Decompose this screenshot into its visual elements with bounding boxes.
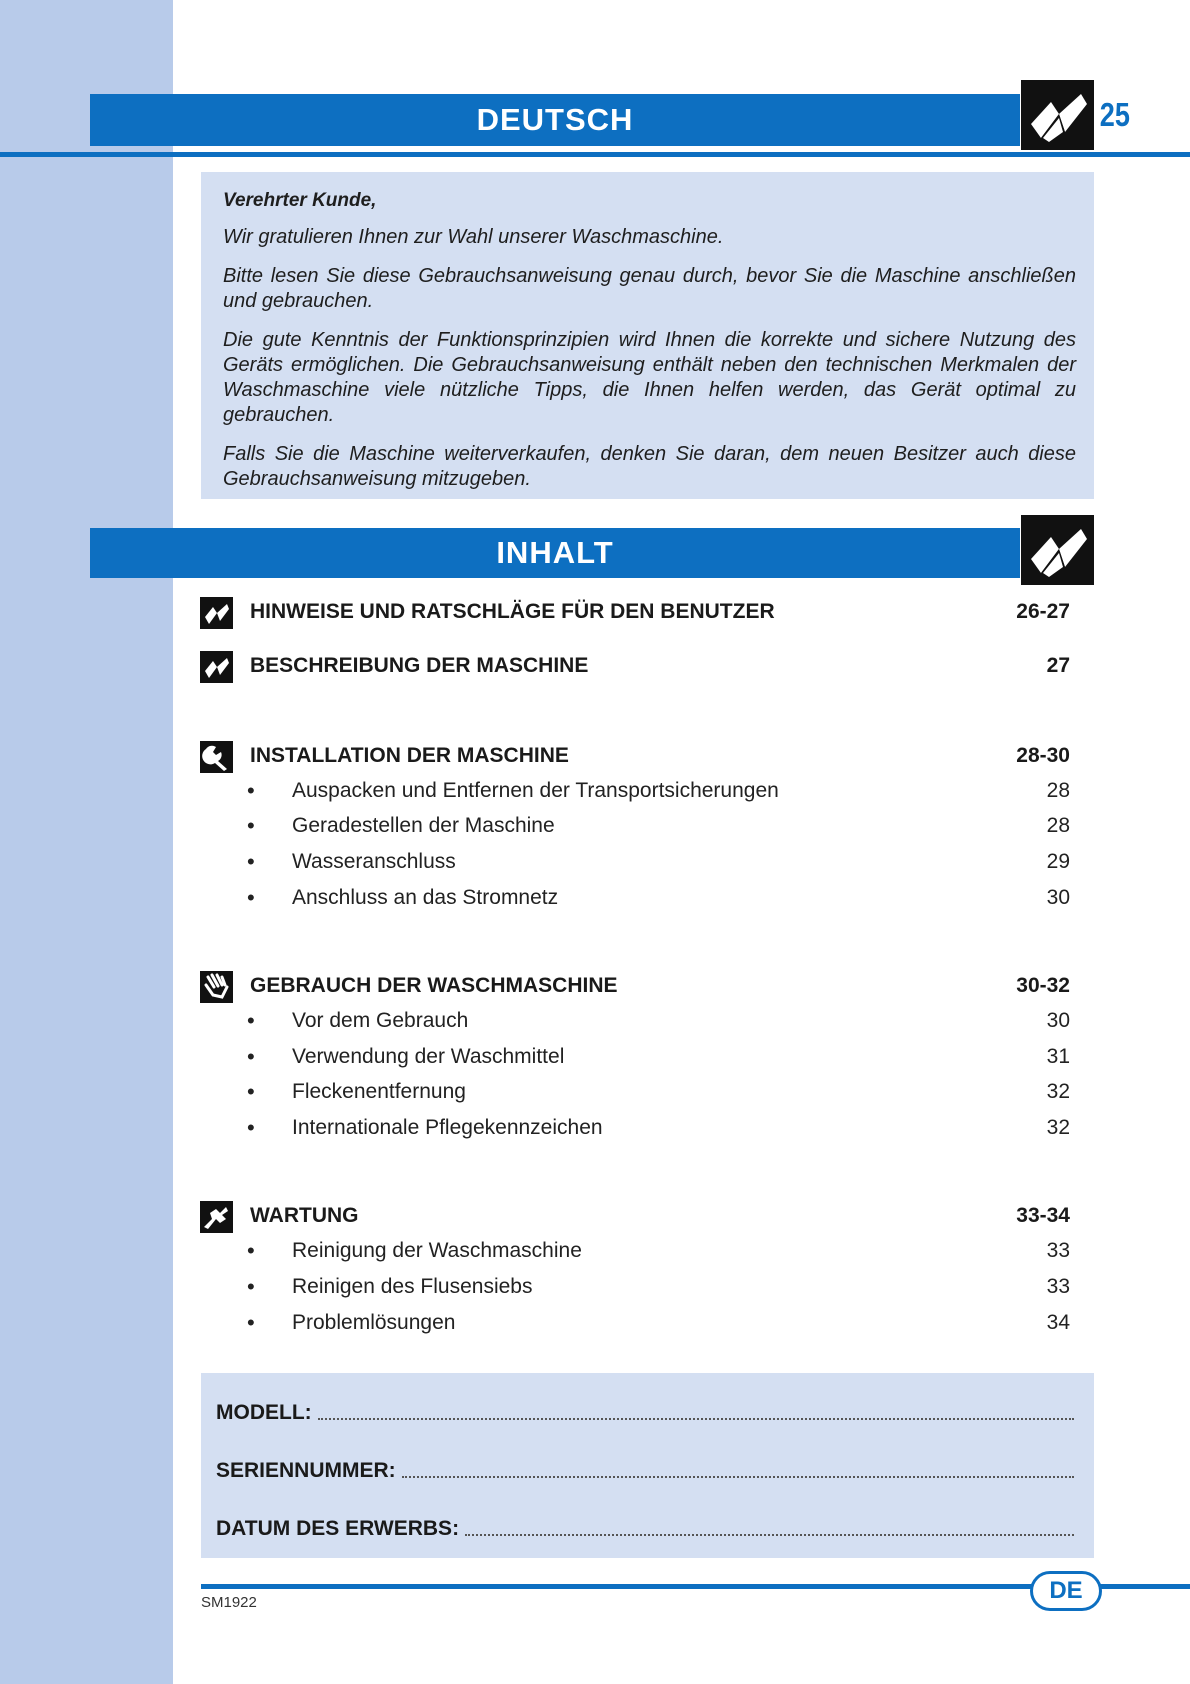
toc-item[interactable] [247, 1111, 1070, 1145]
toc-item-label: Wasseranschluss [292, 850, 456, 873]
bullet: • [247, 849, 255, 874]
bullet: • [247, 1079, 255, 1104]
model-label: MODELL: [216, 1401, 312, 1424]
toc-item[interactable] [247, 881, 1070, 915]
maintenance-icon [200, 1201, 233, 1233]
intro-panel [201, 172, 1094, 499]
language-badge: DE [1030, 1571, 1102, 1611]
book-icon [1021, 515, 1094, 585]
page-number: 25 [1099, 96, 1130, 133]
toc-section-pages: 30-32 [1016, 974, 1070, 997]
toc-item-page: 32 [1046, 1116, 1070, 1139]
bullet: • [247, 1115, 255, 1140]
intro-paragraph: Falls Sie die Maschine weiterverkaufen, denken Sie daran, dem neuen Besitzer auch diese Gebrauchsanweisung mitzugeben. [223, 443, 1076, 490]
toc-item-label: Reinigen des Flusensiebs [292, 1275, 533, 1298]
toc-item-page: 30 [1046, 1009, 1070, 1032]
toc-section[interactable] [200, 1199, 1070, 1233]
toc-section[interactable] [200, 739, 1070, 773]
toc-item-label: Fleckenentfernung [292, 1080, 466, 1103]
toc-section-label: HINWEISE UND RATSCHLÄGE FÜR DEN BENUTZER [250, 600, 775, 623]
bullet: • [247, 1310, 255, 1335]
bullet: • [247, 1044, 255, 1069]
serial-number-label: SERIENNUMMER: [216, 1459, 396, 1482]
toc-item-label: Geradestellen der Maschine [292, 814, 555, 837]
bullet: • [247, 813, 255, 838]
toc-item-page: 29 [1046, 850, 1070, 873]
contents-banner [90, 528, 1020, 578]
toc-item-page: 28 [1046, 814, 1070, 837]
toc-item-label: Verwendung der Waschmittel [292, 1045, 565, 1068]
bullet: • [247, 885, 255, 910]
toc-item-label: Reinigung der Waschmaschine [292, 1239, 582, 1262]
toc-section[interactable] [200, 595, 1070, 629]
toc-section-label: INSTALLATION DER MASCHINE [250, 744, 569, 767]
toc-item[interactable] [247, 1075, 1070, 1109]
intro-paragraph: Bitte lesen Sie diese Gebrauchsanweisung genau durch, bevor Sie die Maschine anschließen und gebrauchen. [223, 265, 1076, 312]
bullet: • [247, 1238, 255, 1263]
toc-item[interactable] [247, 1040, 1070, 1074]
hand-icon [200, 971, 233, 1003]
toc-section[interactable] [200, 649, 1070, 683]
toc-item-label: Anschluss an das Stromnetz [292, 886, 559, 909]
serial-number-field[interactable] [216, 1456, 1074, 1486]
intro-paragraph: Die gute Kenntnis der Funktionsprinzipien wird Ihnen die korrekte und sichere Nutzung des Geräts ermöglichen. Die Gebrauchsanweisung enthält neben den technischen Merkmalen der Waschmaschine viele nützliche Tipps, die Ihnen helfen werden, das Gerät optimal zu gebrauchen. [223, 329, 1076, 426]
toc-item[interactable] [247, 809, 1070, 843]
header-rule [0, 152, 1190, 157]
toc-item[interactable] [247, 845, 1070, 879]
document-code: SM1922 [201, 1594, 257, 1611]
toc-item[interactable] [247, 1234, 1070, 1268]
wrench-icon [200, 741, 233, 773]
fill-in-line [318, 1418, 1074, 1420]
bullet: • [247, 1274, 255, 1299]
book-icon [200, 651, 233, 683]
intro-greeting: Verehrter Kunde, [223, 190, 377, 211]
book-icon [200, 597, 233, 629]
side-strip [0, 0, 173, 1684]
toc-section-pages: 33-34 [1016, 1204, 1070, 1227]
toc-item-page: 34 [1046, 1311, 1070, 1334]
toc-item[interactable] [247, 1306, 1070, 1340]
contents-title: INHALT [496, 535, 614, 570]
bullet: • [247, 1008, 255, 1033]
toc-item[interactable] [247, 1004, 1070, 1038]
toc-item-page: 30 [1046, 886, 1070, 909]
toc-item-label: Vor dem Gebrauch [292, 1009, 469, 1032]
toc-item-page: 32 [1046, 1080, 1070, 1103]
toc-item-label: Auspacken und Entfernen der Transportsicherungen [292, 779, 779, 802]
toc-section-label: WARTUNG [250, 1204, 359, 1227]
toc-item[interactable] [247, 1270, 1070, 1304]
toc-section-pages: 26-27 [1016, 600, 1070, 623]
toc-item-page: 31 [1046, 1045, 1070, 1068]
toc-section-label: GEBRAUCH DER WASCHMASCHINE [250, 974, 618, 997]
fill-in-line [402, 1476, 1074, 1478]
fill-in-line [465, 1534, 1074, 1536]
toc-item[interactable] [247, 774, 1070, 808]
toc-item-page: 28 [1046, 779, 1070, 802]
toc-section-pages: 28-30 [1016, 744, 1070, 767]
language-banner [90, 94, 1020, 146]
language-title: DEUTSCH [476, 102, 634, 137]
purchase-date-label: DATUM DES ERWERBS: [216, 1517, 460, 1540]
toc-item-page: 33 [1046, 1275, 1070, 1298]
toc-section[interactable] [200, 969, 1070, 1003]
product-info-panel [201, 1373, 1094, 1558]
model-field[interactable] [216, 1398, 1074, 1428]
book-icon [1021, 80, 1094, 150]
toc-item-label: Internationale Pflegekennzeichen [292, 1116, 603, 1139]
bullet: • [247, 778, 255, 803]
toc-item-label: Problemlösungen [292, 1311, 456, 1334]
toc-section-pages: 27 [1046, 654, 1070, 677]
toc-section-label: BESCHREIBUNG DER MASCHINE [250, 654, 589, 677]
intro-paragraph: Wir gratulieren Ihnen zur Wahl unserer Waschmaschine. [223, 226, 724, 248]
toc-item-page: 33 [1046, 1239, 1070, 1262]
purchase-date-field[interactable] [216, 1514, 1074, 1544]
